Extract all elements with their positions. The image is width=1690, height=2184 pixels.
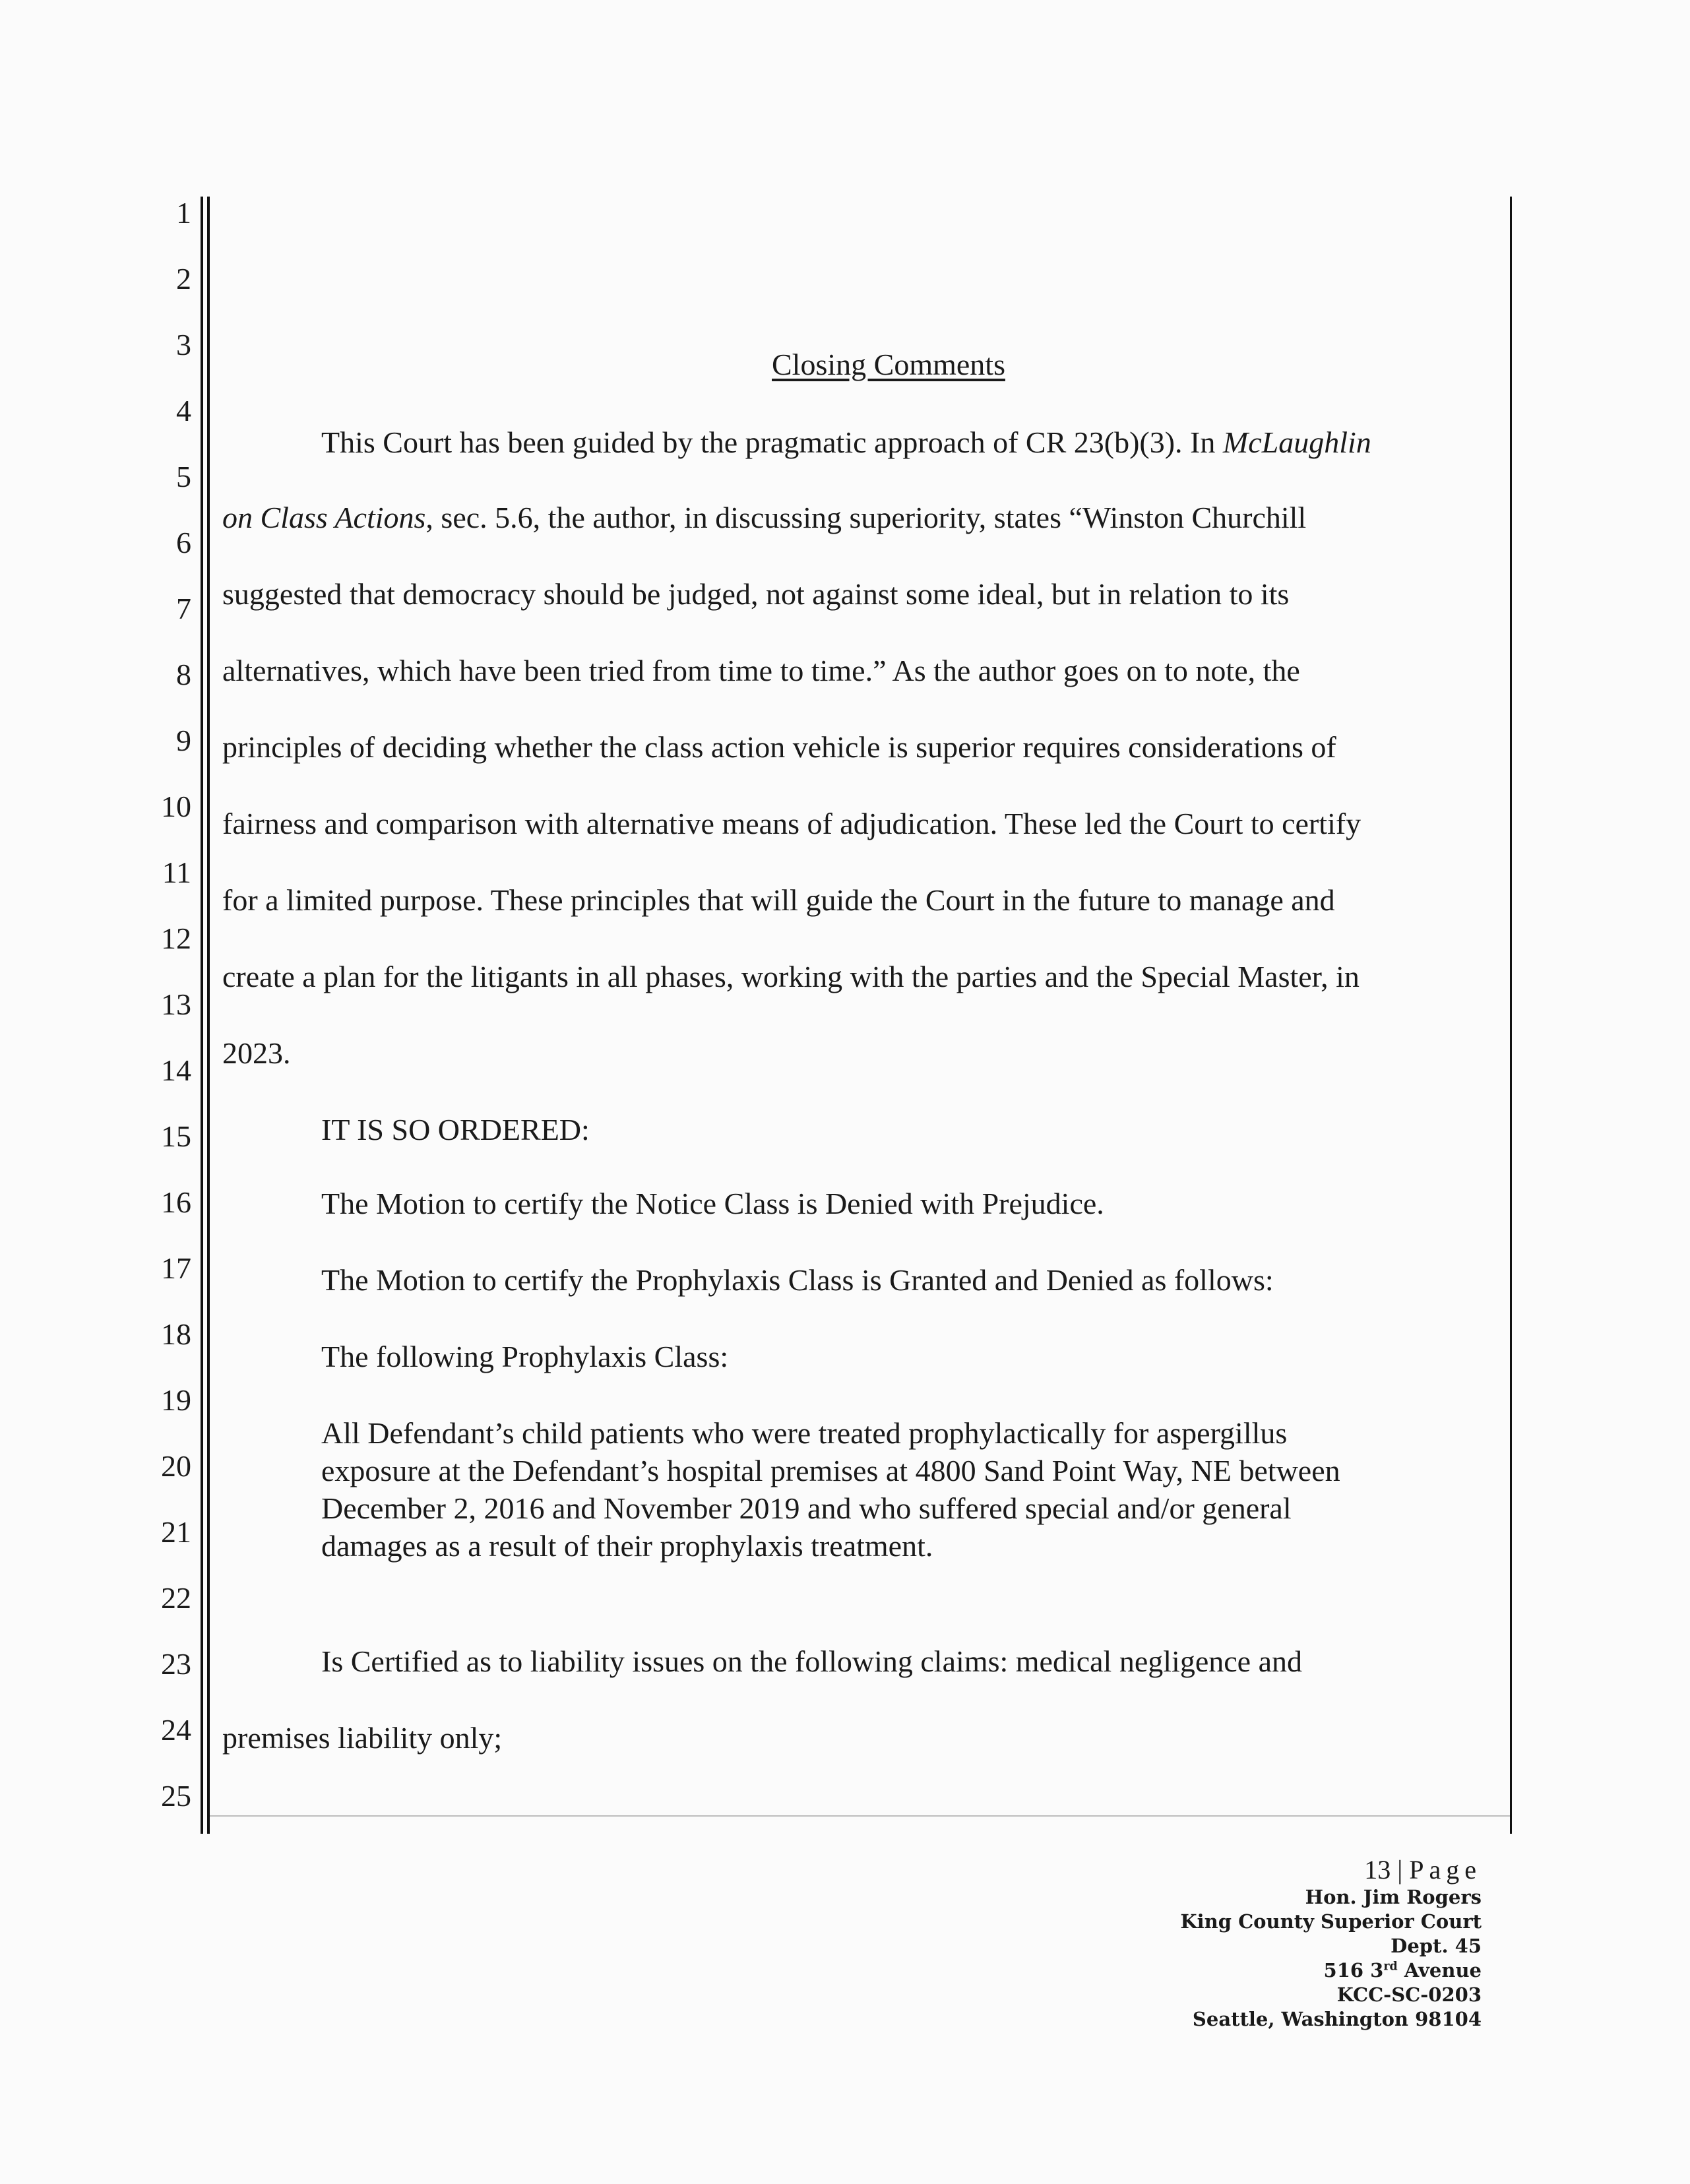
- line-number: 13: [161, 987, 191, 1021]
- line-number: 2: [176, 262, 191, 296]
- section-heading: Closing Comments: [772, 348, 1005, 381]
- footer-divider: [210, 1815, 1510, 1817]
- line-number: 10: [161, 790, 191, 823]
- line-number: 12: [161, 921, 191, 955]
- paragraph-line: suggested that democracy should be judged, not against some ideal, but in relation to its: [222, 577, 1290, 611]
- line-number: 8: [176, 658, 191, 691]
- page-word: Page: [1409, 1855, 1482, 1885]
- line-number: 9: [176, 724, 191, 757]
- address-number: 516 3: [1323, 1959, 1384, 1981]
- line-number: 25: [161, 1779, 191, 1813]
- address-street: Avenue: [1397, 1959, 1482, 1981]
- line-number: 16: [161, 1185, 191, 1219]
- class-definition-line: December 2, 2016 and November 2019 and who suffered special and/or general: [321, 1491, 1292, 1525]
- order-notice-class: The Motion to certify the Notice Class is Denied with Prejudice.: [321, 1187, 1104, 1220]
- line-number: 22: [161, 1581, 191, 1615]
- line-number: 21: [161, 1515, 191, 1549]
- right-margin-rule: [1510, 197, 1512, 1834]
- paragraph-line: [321, 427, 1371, 458]
- citation-title: on Class Actions: [222, 501, 426, 534]
- paragraph-line: 2023.: [222, 1036, 291, 1070]
- order-heading: IT IS SO ORDERED:: [321, 1113, 590, 1146]
- line-number: 15: [161, 1119, 191, 1153]
- paragraph-text: , sec. 5.6, the author, in discussing superiority, states “Winston Churchill: [425, 501, 1307, 534]
- line-number: 23: [161, 1647, 191, 1681]
- left-margin-rule: [201, 197, 203, 1834]
- line-number: 7: [176, 592, 191, 625]
- city-state-zip: Seattle, Washington 98104: [1192, 2008, 1482, 2030]
- street-address: [1180, 1958, 1482, 1983]
- line-number: 18: [161, 1317, 191, 1351]
- line-number: 1: [176, 196, 191, 230]
- class-definition-line: All Defendant’s child patients who were treated prophylactically for aspergillus: [321, 1416, 1288, 1450]
- citation-title: McLaughlin: [1222, 425, 1371, 459]
- page-number-value: 13 |: [1364, 1855, 1410, 1885]
- paragraph-line: for a limited purpose. These principles that will guide the Court in the future to manage and: [222, 883, 1335, 917]
- paragraph-text: This Court has been guided by the pragmatic approach of CR 23(b)(3). In: [321, 425, 1223, 459]
- court-footer: [1180, 1855, 1482, 2032]
- court-code: KCC-SC-0203: [1336, 1983, 1482, 2006]
- line-number: 20: [161, 1449, 191, 1483]
- order-prophylaxis-motion: The Motion to certify the Prophylaxis Class is Granted and Denied as follows:: [321, 1263, 1274, 1297]
- certified-claims-line: Is Certified as to liability issues on the following claims: medical negligence and: [321, 1644, 1302, 1678]
- class-definition-line: exposure at the Defendant’s hospital premises at 4800 Sand Point Way, NE between: [321, 1454, 1340, 1487]
- paragraph-line: alternatives, which have been tried from time to time.” As the author goes on to note, the: [222, 654, 1300, 687]
- line-number: 14: [161, 1053, 191, 1087]
- left-margin-rule-inner: [207, 197, 210, 1834]
- court-name: King County Superior Court: [1180, 1910, 1482, 1933]
- address-ordinal: rd: [1383, 1960, 1398, 1974]
- paragraph-line: principles of deciding whether the class action vehicle is superior requires considerations of: [222, 730, 1336, 764]
- paragraph-line: fairness and comparison with alternative means of adjudication. These led the Court to certify: [222, 807, 1361, 840]
- page-number: [1180, 1855, 1482, 1885]
- judge-name: Hon. Jim Rogers: [1305, 1886, 1482, 1908]
- line-number: 3: [176, 328, 191, 361]
- class-definition-line: damages as a result of their prophylaxis treatment.: [321, 1529, 933, 1563]
- line-number: 6: [176, 526, 191, 559]
- paragraph-line: create a plan for the litigants in all phases, working with the parties and the Special Master, in: [222, 960, 1360, 993]
- line-number: 4: [176, 394, 191, 427]
- line-number: 17: [161, 1251, 191, 1285]
- certified-claims-line: premises liability only;: [222, 1721, 503, 1755]
- department: Dept. 45: [1391, 1935, 1482, 1957]
- order-following-class: The following Prophylaxis Class:: [321, 1340, 729, 1373]
- line-number: 24: [161, 1713, 191, 1747]
- line-number: 5: [176, 460, 191, 493]
- line-number: 19: [161, 1383, 191, 1417]
- paragraph-line: [222, 503, 1306, 533]
- line-number: 11: [162, 856, 191, 889]
